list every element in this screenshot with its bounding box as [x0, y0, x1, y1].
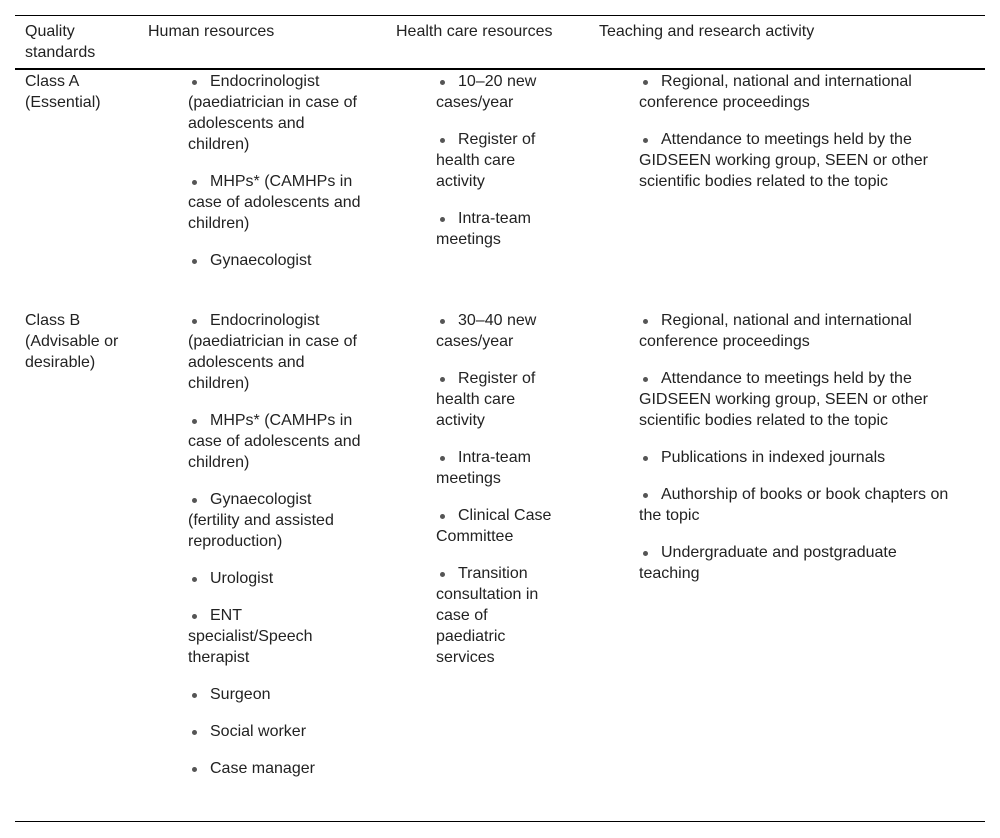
- list-item: Register of health care activity: [436, 131, 536, 190]
- list-item: 30–40 new cases/year: [436, 312, 537, 350]
- class-a-health-care-resources: [436, 71, 556, 266]
- class-a-teaching-research: [639, 71, 959, 208]
- list-item: Intra-team meetings: [436, 210, 531, 248]
- class-b-teaching-research: [639, 310, 959, 600]
- list-item: Clinical Case Committee: [436, 507, 552, 545]
- bullet-icon: [192, 259, 197, 264]
- bullet-icon: [192, 730, 197, 735]
- list-item: Attendance to meetings held by the GIDSEEN working group, SEEN or other scientific bodies related to the topic: [639, 370, 929, 429]
- list-item: Authorship of books or book chapters on the topic: [639, 486, 949, 524]
- bullet-icon: [643, 138, 648, 143]
- table-bottom-rule: [15, 821, 985, 822]
- bullet-icon: [440, 319, 445, 324]
- bullet-icon: [440, 456, 445, 461]
- list-item: Surgeon: [188, 684, 364, 705]
- list-item: Case manager: [188, 758, 364, 779]
- list-item: Register of health care activity: [436, 370, 536, 429]
- bullet-icon: [440, 217, 445, 222]
- header-human-resources: Human resources: [148, 23, 275, 40]
- class-b-human-resources: [188, 310, 364, 795]
- list-item: Gynaecologist (fertility and assisted reproduction): [188, 491, 334, 550]
- bullet-icon: [440, 80, 445, 85]
- bullet-icon: [440, 572, 445, 577]
- bullet-icon: [643, 80, 648, 85]
- bullet-icon: [643, 456, 648, 461]
- bullet-icon: [643, 493, 648, 498]
- bullet-icon: [192, 180, 197, 185]
- list-item: Intra-team meetings: [436, 449, 531, 487]
- bullet-icon: [192, 498, 197, 503]
- list-item: MHPs* (CAMHPs in case of adolescents and children): [188, 173, 361, 232]
- header-health-care-resources: Health care resources: [396, 23, 553, 40]
- table-top-rule: [15, 15, 985, 16]
- list-item: Publications in indexed journals: [639, 447, 959, 468]
- list-item: Endocrinologist (paediatrician in case of adolescents and children): [188, 312, 357, 392]
- list-item: Transition consultation in case of paediatric services: [436, 565, 539, 666]
- bullet-icon: [192, 767, 197, 772]
- list-item: Urologist: [188, 568, 364, 589]
- header-rule: [15, 68, 985, 70]
- class-a-human-resources: [188, 71, 364, 287]
- header-quality-standards: Quality standards: [25, 23, 96, 61]
- bullet-icon: [440, 514, 445, 519]
- bullet-icon: [192, 614, 197, 619]
- list-item: Gynaecologist: [188, 250, 364, 271]
- list-item: Attendance to meetings held by the GIDSEEN working group, SEEN or other scientific bodies related to the topic: [639, 131, 929, 190]
- bullet-icon: [192, 319, 197, 324]
- bullet-icon: [192, 577, 197, 582]
- bullet-icon: [192, 693, 197, 698]
- bullet-icon: [192, 419, 197, 424]
- row-label-class-a: Class A (Essential): [25, 73, 101, 111]
- class-b-health-care-resources: [436, 310, 556, 684]
- row-label-class-b: Class B (Advisable or desirable): [25, 312, 119, 371]
- bullet-icon: [440, 377, 445, 382]
- list-item: Regional, national and international conference proceedings: [639, 73, 912, 111]
- bullet-icon: [643, 551, 648, 556]
- bullet-icon: [643, 377, 648, 382]
- bullet-icon: [192, 80, 197, 85]
- list-item: Endocrinologist (paediatrician in case of adolescents and children): [188, 73, 357, 153]
- bullet-icon: [643, 319, 648, 324]
- list-item: Undergraduate and postgraduate teaching: [639, 544, 897, 582]
- list-item: MHPs* (CAMHPs in case of adolescents and children): [188, 412, 361, 471]
- list-item: Regional, national and international conference proceedings: [639, 312, 912, 350]
- header-teaching-research: Teaching and research activity: [599, 23, 815, 40]
- bullet-icon: [440, 138, 445, 143]
- list-item: Social worker: [188, 721, 364, 742]
- list-item: ENT specialist/Speech therapist: [188, 607, 313, 666]
- list-item: 10–20 new cases/year: [436, 73, 537, 111]
